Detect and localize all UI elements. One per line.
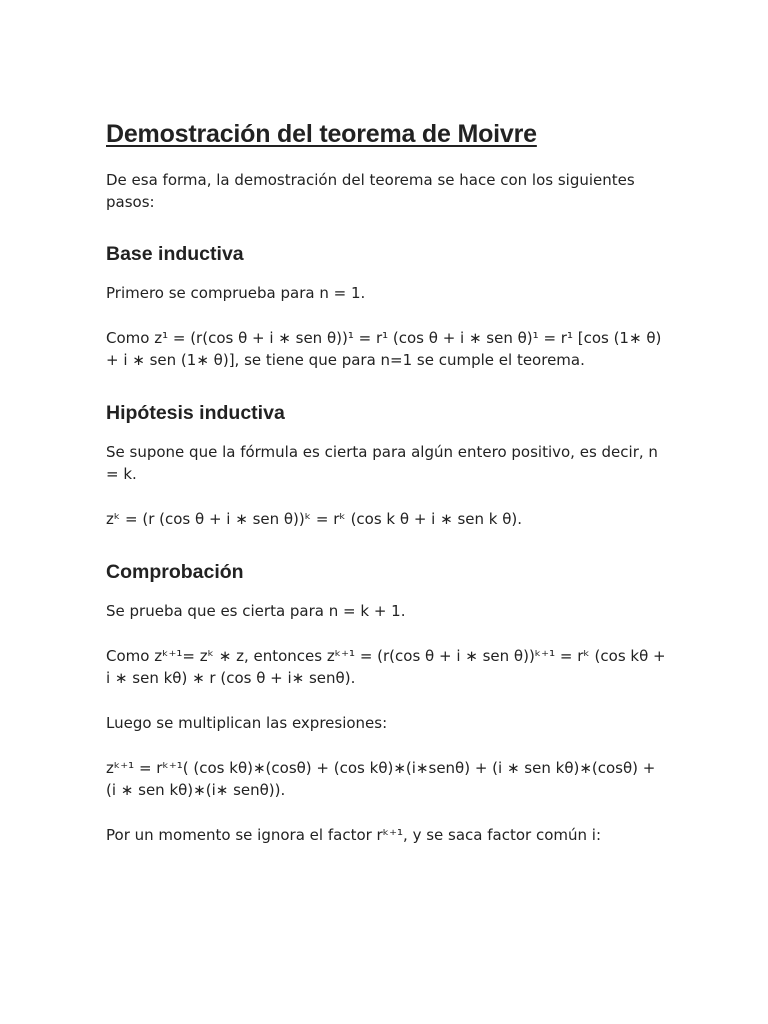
paragraph-base-2: Como z¹ = (r(cos θ + i ∗ sen θ))¹ = r¹ (cos θ + i ∗ sen θ)¹ = r¹ [cos (1∗ θ) + i ∗ sen (1∗ θ)], se tiene que para n=1 se cumple el teorema. <box>106 329 662 369</box>
section-heading-hipotesis-inductiva: Hipótesis inductiva <box>106 402 285 424</box>
section-heading-base-inductiva: Base inductiva <box>106 243 244 265</box>
intro-paragraph: De esa forma, la demostración del teorema se hace con los siguientes pasos: <box>106 171 635 211</box>
paragraph-hipotesis-1: Se supone que la fórmula es cierta para algún entero positivo, es decir, n = k. <box>106 443 658 483</box>
page-title: Demostración del teorema de Moivre <box>106 120 537 148</box>
paragraph-comprobacion-3: Luego se multiplican las expresiones: <box>106 714 388 732</box>
paragraph-hipotesis-2: zᵏ = (r (cos θ + i ∗ sen θ))ᵏ = rᵏ (cos k θ + i ∗ sen k θ). <box>106 510 523 528</box>
paragraph-base-1: Primero se comprueba para n = 1. <box>106 284 366 302</box>
paragraph-comprobacion-4: zᵏ⁺¹ = rᵏ⁺¹( (cos kθ)∗(cosθ) + (cos kθ)∗(i∗senθ) + (i ∗ sen kθ)∗(cosθ) + (i ∗ sen kθ)∗(i∗ senθ)). <box>106 759 656 799</box>
paragraph-comprobacion-2: Como zᵏ⁺¹= zᵏ ∗ z, entonces zᵏ⁺¹ = (r(cos θ + i ∗ sen θ))ᵏ⁺¹ = rᵏ (cos kθ + i ∗ sen kθ) ∗ r (cos θ + i∗ senθ). <box>106 647 666 687</box>
paragraph-comprobacion-1: Se prueba que es cierta para n = k + 1. <box>106 602 406 620</box>
document-page <box>106 120 666 869</box>
section-heading-comprobacion: Comprobación <box>106 561 244 583</box>
paragraph-comprobacion-5: Por un momento se ignora el factor rᵏ⁺¹, y se saca factor común i: <box>106 826 601 844</box>
